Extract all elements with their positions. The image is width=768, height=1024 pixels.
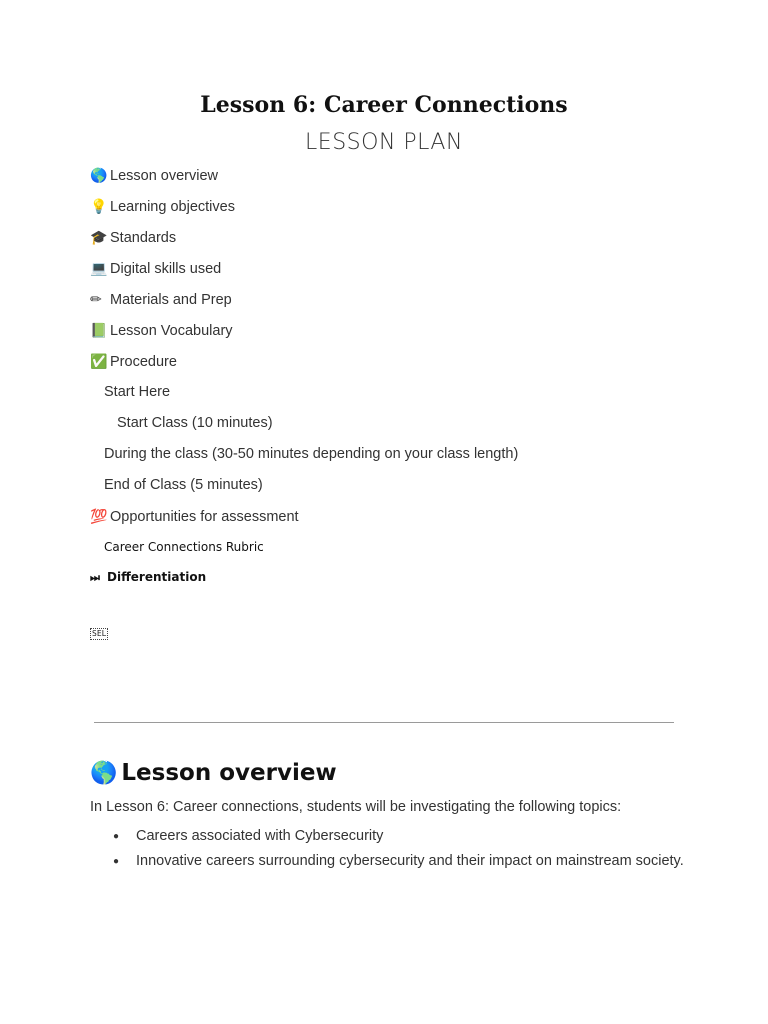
- toc-item-standards[interactable]: [90, 227, 710, 258]
- list-item: ● Innovative careers surrounding cybersecurity and their impact on mainstream society.: [90, 849, 690, 874]
- placeholder-glyph: SEL: [92, 629, 107, 638]
- check-mark-icon: ✅: [90, 353, 108, 369]
- toc-item-lesson-vocabulary[interactable]: [90, 320, 710, 351]
- globe-icon: 🌎: [90, 761, 118, 786]
- toc-label: Materials and Prep: [110, 292, 232, 308]
- toc-label: Lesson Vocabulary: [110, 323, 233, 339]
- toc-item-materials-prep[interactable]: [90, 289, 710, 320]
- light-bulb-icon: 💡: [90, 198, 108, 214]
- toc-item-digital-skills[interactable]: [90, 258, 710, 289]
- overview-intro: In Lesson 6: Career connections, students will be investigating the following topics:: [90, 799, 622, 815]
- overview-topic-list: [90, 824, 690, 874]
- section-heading-text: Lesson overview: [121, 760, 337, 786]
- bullet-icon: ●: [113, 856, 120, 867]
- table-of-contents: [90, 165, 710, 597]
- globe-icon: 🌎: [90, 167, 108, 183]
- toc-label: Standards: [110, 230, 177, 246]
- toc-label: Procedure: [110, 354, 177, 370]
- bullet-icon: ●: [113, 831, 120, 842]
- toc-label: Opportunities for assessment: [110, 509, 299, 525]
- toc-item-procedure[interactable]: [90, 351, 710, 382]
- toc-label: Learning objectives: [110, 199, 235, 215]
- horizontal-divider: [94, 722, 674, 723]
- toc-label: Lesson overview: [110, 168, 218, 184]
- green-book-icon: 📗: [90, 322, 108, 338]
- toc-label: Digital skills used: [110, 261, 222, 277]
- toc-item-differentiation[interactable]: [90, 567, 710, 597]
- toc-item-assessment[interactable]: [90, 506, 710, 537]
- next-track-icon: ⏭: [90, 571, 100, 584]
- hundred-points-icon: 💯: [90, 508, 108, 524]
- laptop-icon: 💻: [90, 260, 108, 276]
- toc-item-lesson-overview[interactable]: [90, 165, 710, 196]
- page-subtitle: LESSON PLAN: [305, 130, 463, 155]
- toc-item-start-class[interactable]: Start Class (10 minutes): [117, 415, 273, 431]
- section-heading-lesson-overview: [90, 760, 337, 786]
- toc-item-start-here[interactable]: Start Here: [104, 384, 171, 400]
- page-title: Lesson 6: Career Connections: [200, 92, 568, 118]
- graduation-cap-icon: 🎓: [90, 229, 108, 245]
- toc-item-learning-objectives[interactable]: [90, 196, 710, 227]
- toc-item-during-class[interactable]: During the class (30-50 minutes depending on your class length): [104, 446, 519, 462]
- pencil-icon: ✏: [90, 291, 102, 307]
- toc-item-end-of-class[interactable]: End of Class (5 minutes): [104, 477, 263, 493]
- toc-item-rubric[interactable]: Career Connections Rubric: [104, 540, 264, 554]
- toc-label: Differentiation: [107, 570, 207, 584]
- list-item: ● Careers associated with Cybersecurity: [90, 824, 690, 849]
